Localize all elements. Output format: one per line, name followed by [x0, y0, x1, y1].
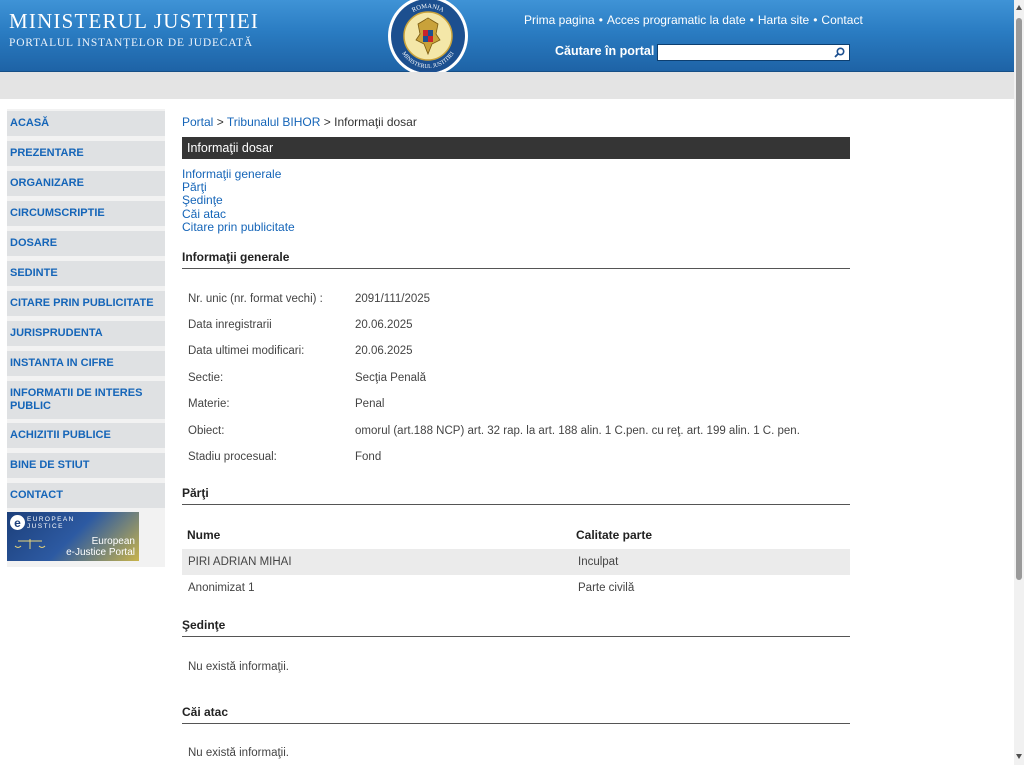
parti-heading: Părţi: [182, 486, 850, 505]
info-label: Obiect:: [188, 425, 225, 437]
top-links: [524, 13, 863, 27]
info-label: Nr. unic (nr. format vechi) :: [188, 293, 323, 305]
info-label: Data ultimei modificari:: [188, 345, 305, 357]
page-title: Informaţii dosar: [182, 137, 850, 159]
breadcrumb-tribunal[interactable]: Tribunalul BIHOR: [226, 115, 321, 129]
header-subbar: [0, 72, 1014, 99]
info-value: 20.06.2025: [355, 319, 413, 331]
site-header: [0, 0, 1014, 72]
sidebar-item-citare[interactable]: CITARE PRIN PUBLICITATE: [7, 291, 165, 316]
anchor-informatii-generale[interactable]: Informaţii generale: [182, 167, 282, 181]
anchor-parti[interactable]: Părţi: [182, 180, 207, 195]
breadcrumb: [182, 115, 417, 129]
contact-link[interactable]: Contact: [821, 13, 863, 27]
emblem-bottom-text: MINISTERUL JUSTITIEI: [400, 50, 456, 71]
link-separator: •: [813, 13, 818, 27]
info-value: Penal: [355, 398, 385, 410]
sidebar-item-dosare[interactable]: DOSARE: [7, 231, 165, 256]
info-label: Data inregistrarii: [188, 319, 272, 331]
scroll-up-arrow-icon[interactable]: [1016, 5, 1022, 10]
info-label: Sectie:: [188, 372, 224, 384]
sidebar-item-sedinte[interactable]: SEDINTE: [7, 261, 165, 286]
link-separator: •: [749, 13, 754, 27]
scales-icon: [13, 538, 47, 550]
cai-atac-heading: Căi atac: [182, 705, 850, 724]
e-justice-logo-icon: e: [10, 515, 25, 530]
search-icon: [834, 47, 845, 58]
site-title[interactable]: MINISTERUL JUSTIȚIEI: [9, 9, 260, 33]
coat-of-arms-icon[interactable]: [386, 0, 470, 78]
sedinte-heading: Şedinţe: [182, 618, 850, 637]
sidebar-item-achizitii-publice[interactable]: ACHIZITII PUBLICE: [7, 423, 165, 448]
table-row: [182, 575, 850, 601]
prima-pagina-link[interactable]: Prima pagina: [524, 13, 595, 27]
sidebar-item-acasa[interactable]: ACASĂ: [7, 111, 165, 136]
breadcrumb-separator: >: [216, 115, 224, 129]
e-justice-banner[interactable]: [7, 512, 139, 561]
sidebar-item-bine-de-stiut[interactable]: BINE DE STIUT: [7, 453, 165, 478]
harta-site-link[interactable]: Harta site: [757, 13, 810, 27]
scroll-down-arrow-icon[interactable]: [1016, 754, 1022, 759]
info-value: Secţia Penală: [355, 372, 426, 384]
table-row: [182, 549, 850, 575]
e-justice-top2: JUSTICE: [27, 523, 64, 530]
site-subtitle: PORTALUL INSTANȚELOR DE JUDECATĂ: [9, 37, 254, 49]
sidebar-item-circumscriptie[interactable]: CIRCUMSCRIPTIE: [7, 201, 165, 226]
emblem-top-text: ROMANIA: [410, 2, 446, 14]
breadcrumb-separator: >: [323, 115, 331, 129]
search-button[interactable]: [829, 45, 849, 60]
scroll-thumb[interactable]: [1016, 18, 1022, 580]
sidebar: [7, 109, 165, 567]
anchor-sedinte[interactable]: Şedinţe: [182, 193, 223, 208]
column-header-nume: Nume: [187, 528, 221, 542]
e-justice-top1: EUROPEAN: [27, 516, 75, 523]
sidebar-item-prezentare[interactable]: PREZENTARE: [7, 141, 165, 166]
party-role: Parte civilă: [578, 582, 635, 594]
breadcrumb-current: Informaţii dosar: [334, 115, 417, 129]
party-name: PIRI ADRIAN MIHAI: [188, 556, 292, 568]
info-label: Materie:: [188, 398, 230, 410]
sidebar-item-informatii-interes-public[interactable]: INFORMATII DE INTERES PUBLIC: [7, 381, 165, 419]
search-label: Căutare în portal: [555, 44, 655, 58]
page-scrollbar[interactable]: [1014, 0, 1024, 765]
sidebar-item-instanta-in-cifre[interactable]: INSTANTA IN CIFRE: [7, 351, 165, 376]
search-box: [657, 44, 850, 61]
sidebar-item-contact[interactable]: CONTACT: [7, 483, 165, 508]
breadcrumb-portal[interactable]: Portal: [182, 115, 214, 129]
info-value: Fond: [355, 451, 382, 463]
sidebar-item-jurisprudenta[interactable]: JURISPRUDENTA: [7, 321, 165, 346]
e-justice-line2: e-Justice Portal: [66, 547, 135, 558]
cai-atac-empty-note: Nu există informaţii.: [188, 747, 289, 759]
section-anchor-links: [182, 168, 295, 234]
link-separator: •: [598, 13, 603, 27]
anchor-cai-atac[interactable]: Căi atac: [182, 206, 227, 221]
anchor-citare[interactable]: Citare prin publicitate: [182, 219, 295, 234]
info-value: 20.06.2025: [355, 345, 413, 357]
info-value: 2091/111/2025: [355, 293, 431, 305]
e-justice-line1: European: [91, 536, 135, 547]
info-label: Stadiu procesual:: [188, 451, 277, 463]
sedinte-empty-note: Nu există informaţii.: [188, 661, 289, 673]
general-info-heading: Informaţii generale: [182, 250, 850, 269]
party-role: Inculpat: [578, 556, 619, 568]
column-header-calitate: Calitate parte: [576, 528, 653, 542]
sidebar-item-organizare[interactable]: ORGANIZARE: [7, 171, 165, 196]
acces-programatic-link[interactable]: Acces programatic la date: [606, 13, 746, 27]
info-value: omorul (art.188 NCP) art. 32 rap. la art. 188 alin. 1 C.pen. cu reţ. art. 199 alin. 1 C. pen.: [355, 425, 800, 437]
party-name: Anonimizat 1: [188, 582, 255, 594]
search-input[interactable]: [658, 45, 828, 60]
